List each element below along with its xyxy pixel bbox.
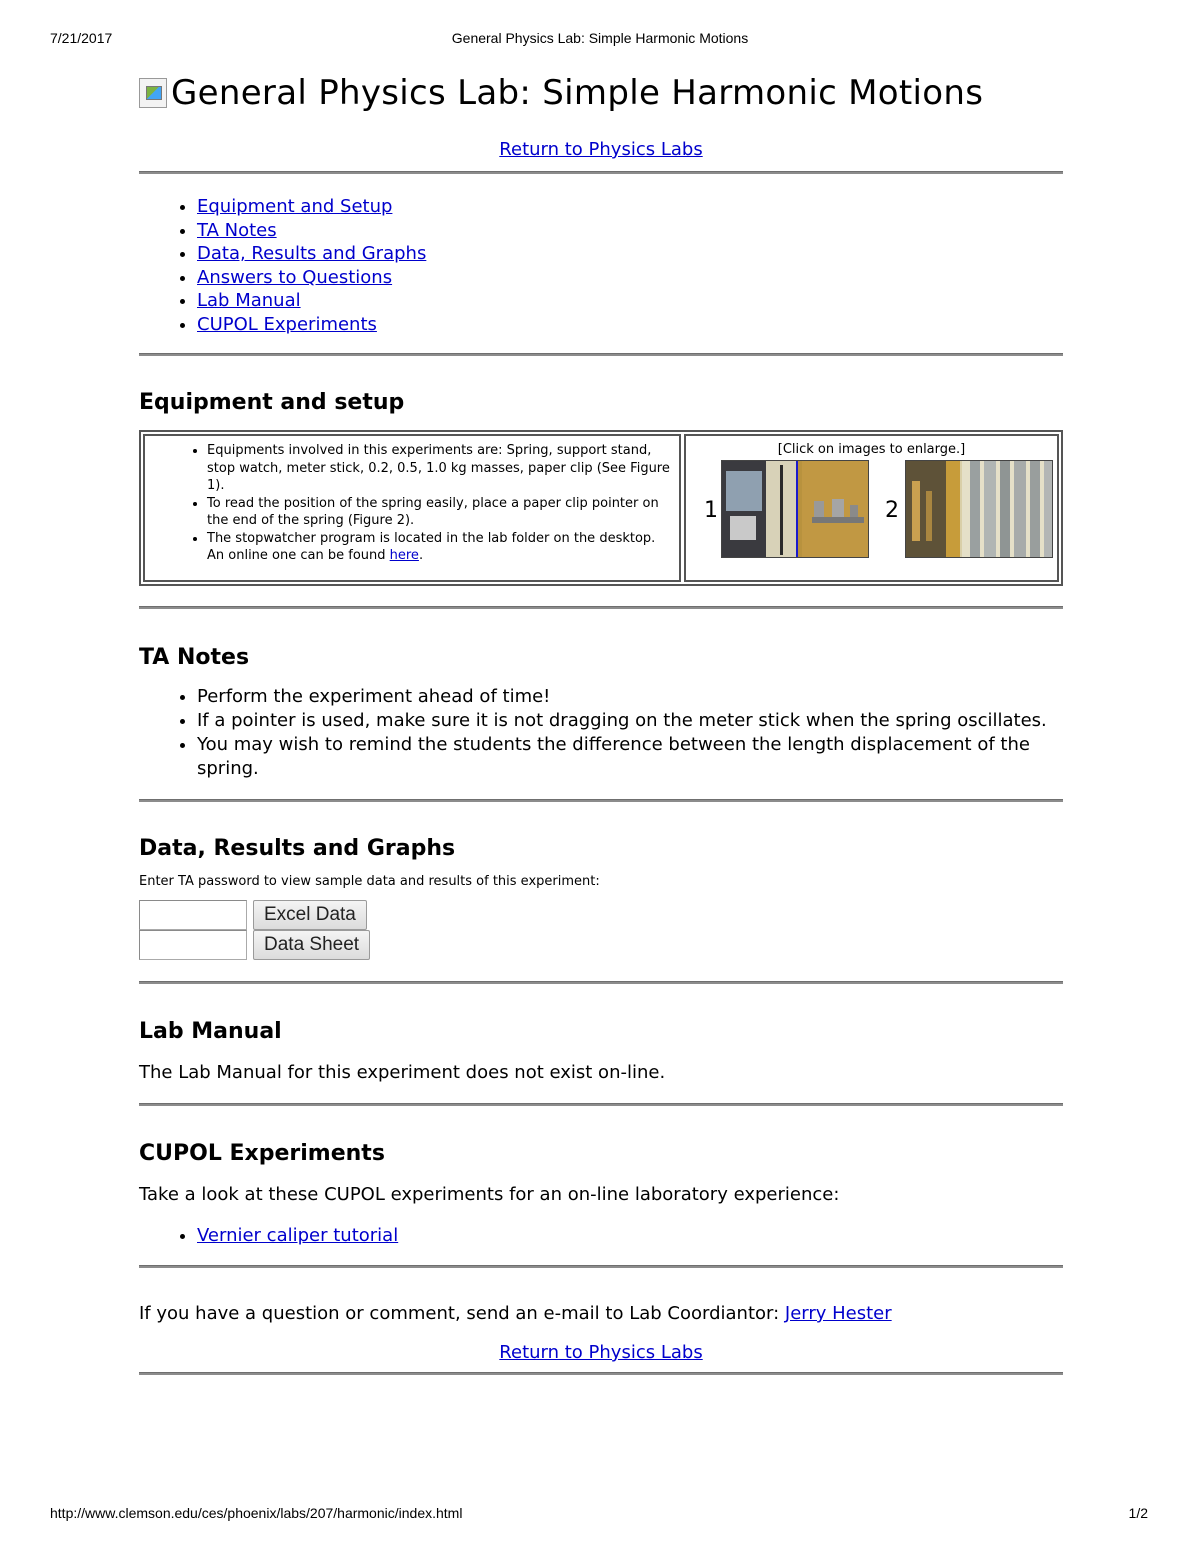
equipment-heading: Equipment and setup	[139, 390, 405, 415]
toc-link-cupol[interactable]: CUPOL Experiments	[197, 313, 377, 335]
equipment-list-cell	[143, 434, 681, 582]
toc-item	[197, 242, 1063, 266]
print-date: 7/21/2017	[50, 30, 113, 46]
toc-link-data-results[interactable]: Data, Results and Graphs	[197, 243, 427, 264]
equipment-item	[207, 530, 675, 565]
toc-link-answers[interactable]: Answers to Questions	[197, 266, 393, 288]
return-link-row-bottom	[139, 1342, 1063, 1363]
print-title: General Physics Lab: Simple Harmonic Motions	[451, 30, 749, 46]
cupol-list	[139, 1224, 1063, 1248]
excel-password-row	[139, 900, 1063, 930]
vernier-caliper-link[interactable]: Vernier caliper tutorial	[197, 1225, 399, 1246]
lab-manual-text: The Lab Manual for this experiment does not exist on-line.	[139, 1062, 666, 1083]
contact-line	[139, 1303, 1063, 1324]
data-sheet-button[interactable]: Data Sheet	[253, 930, 370, 960]
figure-2-image[interactable]	[905, 460, 1053, 558]
equipment-list	[145, 442, 675, 565]
ta-notes-heading: TA Notes	[139, 645, 250, 670]
figure-2-photo	[906, 461, 1053, 558]
equipment-item: • Equipments involved in this experiments are: Spring, support stand, stop watch, meter stick, 0.2, 0.5, 1.0 kg masses, paper clip (See Figure 1).	[207, 442, 675, 495]
ta-note-item: • Perform the experiment ahead of time!	[197, 685, 1063, 709]
password-prompt: Enter TA password to view sample data and results of this experiment:	[139, 874, 600, 889]
data-results-heading: Data, Results and Graphs	[139, 836, 456, 861]
toc-link-lab-manual[interactable]: Lab Manual	[197, 290, 301, 311]
equipment-table	[139, 430, 1063, 586]
table-of-contents	[139, 195, 1063, 336]
jerry-hester-email-link[interactable]: Jerry Hester	[784, 1303, 892, 1324]
title-row	[139, 72, 1063, 114]
cupol-text: Take a look at these CUPOL experiments for an on-line laboratory experience:	[139, 1184, 840, 1205]
sheet-password-input[interactable]	[139, 930, 247, 960]
sheet-password-row	[139, 930, 1063, 960]
cupol-item	[197, 1224, 1063, 1248]
return-to-physics-labs-link-bottom[interactable]: Return to Physics Labs	[499, 1342, 703, 1363]
equipment-item: • To read the position of the spring easily, place a paper clip pointer on the end of the spring (Figure 2).	[207, 495, 675, 530]
figure-1-label: 1	[704, 498, 718, 523]
lab-manual-heading: Lab Manual	[139, 1019, 282, 1044]
cupol-heading: CUPOL Experiments	[139, 1141, 385, 1166]
equipment-item-tail: .	[418, 548, 424, 563]
print-url: http://www.clemson.edu/ces/phoenix/labs/207/harmonic/index.html	[50, 1505, 463, 1521]
stopwatch-here-link[interactable]: here	[389, 548, 419, 563]
toc-item	[197, 219, 1063, 243]
print-page-number: 1/2	[1128, 1505, 1148, 1521]
excel-data-button[interactable]: Excel Data	[253, 900, 367, 930]
equipment-images-cell	[684, 434, 1059, 582]
toc-link-equipment[interactable]: Equipment and Setup	[197, 196, 393, 217]
figure-2-label: 2	[885, 498, 899, 523]
figure-1-image[interactable]	[721, 460, 869, 558]
excel-password-input[interactable]	[139, 900, 247, 930]
figure-1-photo	[722, 461, 869, 558]
return-link-row-top	[139, 139, 1063, 160]
page-title: General Physics Lab: Simple Harmonic Motions	[171, 73, 984, 113]
equipment-item-text: The stopwatcher program is located in the lab folder on the desktop. An online one can be found	[207, 530, 656, 563]
toc-link-ta-notes[interactable]: TA Notes	[197, 219, 277, 241]
ta-note-item: • You may wish to remind the students the difference between the length displacement of the spring.	[197, 733, 1063, 781]
page-content	[139, 70, 1063, 1375]
toc-item	[197, 289, 1063, 313]
click-to-enlarge-note: [Click on images to enlarge.]	[777, 442, 966, 457]
ta-notes-list	[139, 685, 1063, 781]
toc-item	[197, 266, 1063, 290]
broken-image-icon	[139, 78, 167, 108]
toc-item	[197, 313, 1063, 337]
ta-note-item: • If a pointer is used, make sure it is not dragging on the meter stick when the spring oscillates.	[197, 709, 1063, 733]
contact-text: If you have a question or comment, send an e-mail to Lab Coordiantor:	[139, 1303, 785, 1324]
toc-item	[197, 195, 1063, 219]
return-to-physics-labs-link[interactable]: Return to Physics Labs	[499, 139, 703, 160]
divider	[139, 1372, 1063, 1375]
